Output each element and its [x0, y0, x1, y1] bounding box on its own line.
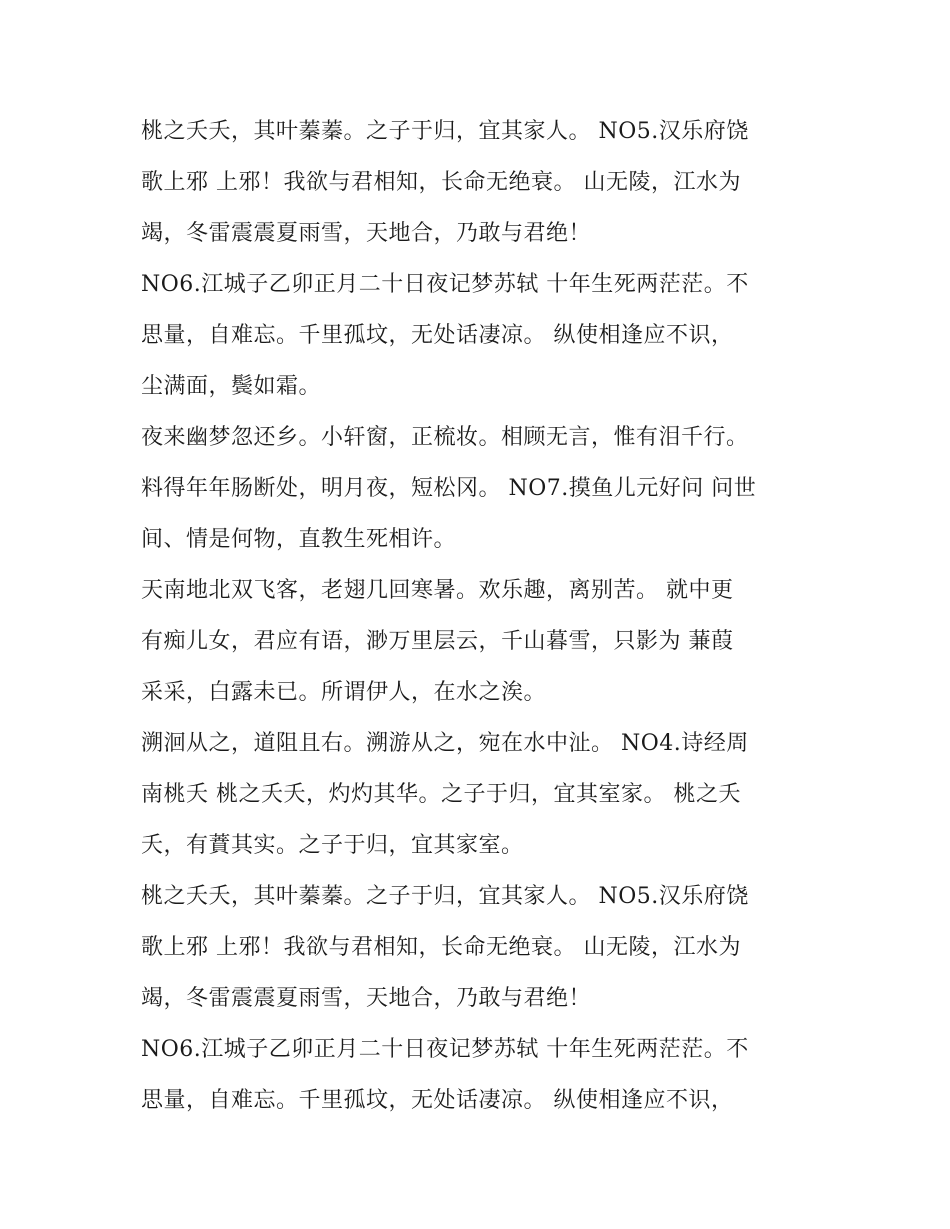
text-line: 桃之夭夭，其叶蓁蓁。之子于归，宜其家人。 NO5.汉乐府饶: [141, 119, 749, 144]
text-line: 有痴儿女，君应有语，渺万里层云，千山暮雪，只影为 蒹葭: [141, 629, 734, 654]
text-line: 夜来幽梦忽还乡。小轩窗，正梳妆。相顾无言，惟有泪千行。: [141, 425, 749, 450]
text-line: 南桃夭 桃之夭夭，灼灼其华。之子于归，宜其室家。 桃之夭: [141, 782, 741, 807]
text-line: 夭，有蕡其实。之子于归，宜其家室。: [141, 833, 524, 858]
text-line: 桃之夭夭，其叶蓁蓁。之子于归，宜其家人。 NO5.汉乐府饶: [141, 884, 749, 909]
text-line: 歌上邪 上邪！我欲与君相知，长命无绝衰。 山无陵，江水为: [141, 935, 741, 960]
text-line: 采采，白露未已。所谓伊人，在水之涘。: [141, 680, 547, 705]
text-line: 竭，冬雷震震夏雨雪，天地合，乃敢与君绝！: [141, 221, 592, 246]
text-line: 尘满面，鬓如霜。: [141, 374, 322, 399]
text-line: NO6.江城子乙卯正月二十日夜记梦苏轼 十年生死两茫茫。不: [141, 272, 749, 297]
text-line: 歌上邪 上邪！我欲与君相知，长命无绝衰。 山无陵，江水为: [141, 170, 741, 195]
text-line: 思量，自难忘。千里孤坟，无处话凄凉。 纵使相逢应不识，: [141, 1088, 734, 1113]
text-line: 天南地北双飞客，老翅几回寒暑。欢乐趣，离别苦。 就中更: [141, 578, 734, 603]
document-body: [141, 106, 809, 1126]
text-line: 料得年年肠断处，明月夜，短松冈。 NO7.摸鱼儿元好问 问世: [141, 476, 757, 501]
text-line: 间、情是何物，直教生死相许。: [141, 527, 457, 552]
text-line: 溯洄从之，道阻且右。溯游从之，宛在水中沚。 NO4.诗经周: [141, 731, 749, 756]
text-line: NO6.江城子乙卯正月二十日夜记梦苏轼 十年生死两茫茫。不: [141, 1037, 749, 1062]
text-line: 竭，冬雷震震夏雨雪，天地合，乃敢与君绝！: [141, 986, 592, 1011]
text-line: 思量，自难忘。千里孤坟，无处话凄凉。 纵使相逢应不识，: [141, 323, 734, 348]
